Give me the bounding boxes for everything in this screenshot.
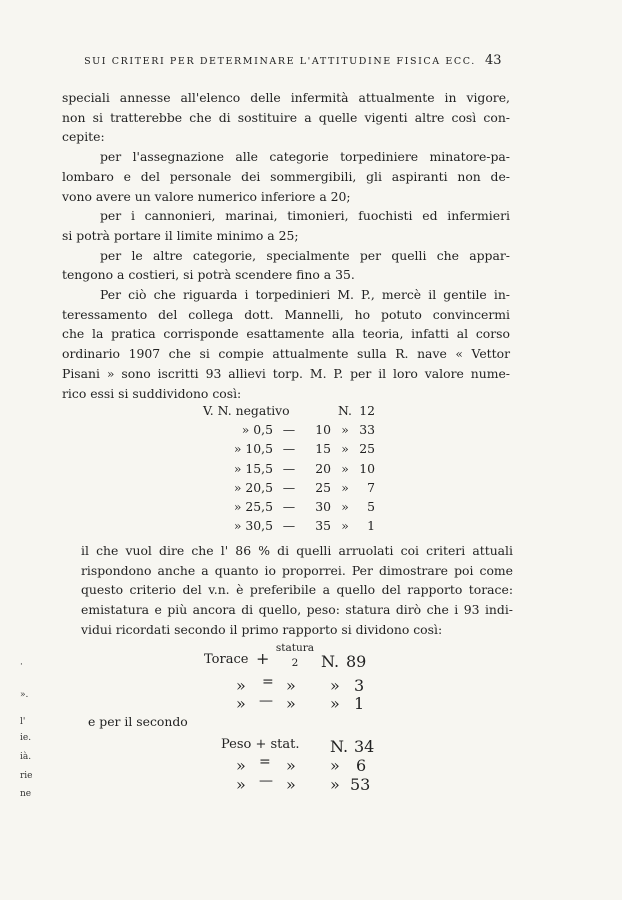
second-ratio-label: e per il secondo	[88, 714, 188, 729]
text-line: teressamento del collega dott. Mannelli, ho potuto convincermi	[62, 306, 510, 322]
text-line: cepite:	[62, 129, 105, 145]
vn-table	[203, 401, 375, 535]
ditto-mark: »	[286, 694, 296, 713]
text-line: Pisani » sono iscritti 93 allievi torp. M. P. per il loro valore nume-	[62, 365, 510, 381]
text-line: ordinario 1907 che si compie attualmente sulla R. nave « Vettor	[62, 346, 510, 362]
text-line: per le altre categorie, specialmente per quelli che appar-	[100, 247, 510, 263]
count-value: 6	[356, 756, 367, 775]
text-line: si potrà portare il limite minimo a 25;	[62, 227, 299, 243]
text-line: vidui ricordati secondo il primo rapporto si dividono così:	[81, 621, 443, 637]
count-value: 34	[354, 737, 375, 756]
ditto-mark: »	[236, 756, 246, 775]
text-line: emistatura e più ancora di quello, peso: statura dirò che i 93 indi-	[81, 602, 513, 618]
text-line: Per ciò che riguarda i torpedinieri M. P., mercè il gentile in-	[100, 287, 510, 303]
n-label: N.	[321, 652, 340, 671]
text-line: per l'assegnazione alle categorie torpediniere minatore-pa-	[100, 149, 510, 165]
text-line: per i cannonieri, marinai, timonieri, fuochisti ed infermieri	[100, 208, 510, 224]
fraction-denominator: 2	[291, 657, 299, 669]
torace-label: Torace	[204, 652, 249, 667]
text-line: questo criterio del v.n. è preferibile a quello del rapporto torace:	[81, 582, 513, 598]
text-line: rispondono anche a quanto io proporrei. Per dimostrare poi come	[81, 562, 513, 578]
ditto-mark: »	[236, 676, 246, 695]
table-row: V. N. negativo N. 12	[203, 403, 375, 418]
peso-label: Peso + stat.	[221, 737, 300, 752]
running-title: SUI CRITERI PER DETERMINARE L'ATTITUDINE FISICA ECC.	[84, 56, 476, 67]
ditto-mark: »	[286, 676, 296, 695]
text-line: che la pratica corrisponde esattamente alla teoria, infatti al corso	[62, 326, 510, 342]
margin-mark: ».	[20, 690, 29, 700]
count-value: 1	[354, 694, 365, 713]
margin-mark: ie.	[20, 733, 32, 743]
plus-sign: +	[256, 649, 270, 668]
count-value: 89	[346, 652, 367, 671]
table-row: » 30,5 — 35 » 1	[233, 518, 375, 534]
text-line: speciali annesse all'elenco delle infermità attualmente in vigore,	[62, 90, 510, 105]
table-row: » 20,5 — 25 » 7	[233, 479, 375, 495]
table-row: » 10,5 — 15 » 25	[233, 441, 375, 457]
text-line: lombaro e del personale dei sommergibili, gli aspiranti non de-	[62, 168, 510, 184]
table-row: » 15,5 — 20 » 10	[233, 460, 375, 476]
table-row: » 25,5 — 30 » 5	[233, 499, 375, 515]
operator: —	[259, 773, 273, 789]
text-line: vono avere un valore numerico inferiore a 20;	[62, 188, 351, 204]
fraction-numerator: statura	[275, 642, 315, 654]
operator: =	[259, 754, 271, 770]
margin-mark: ·	[20, 660, 23, 670]
text-line: non si tratterebbe che di sostituire a quelle vigenti altre così con-	[62, 109, 510, 125]
margin-mark: ne	[20, 789, 32, 799]
page-number: 43	[485, 53, 502, 68]
text-line: rico essi si suddividono così:	[62, 385, 242, 401]
count-value: 3	[354, 676, 365, 695]
ditto-mark: »	[330, 694, 340, 713]
ditto-mark: »	[286, 756, 296, 775]
count-value: 53	[350, 775, 371, 794]
ditto-mark: »	[330, 775, 340, 794]
operator: —	[259, 693, 273, 709]
main-text	[62, 88, 510, 403]
ditto-mark: »	[330, 676, 340, 695]
ditto-mark: »	[286, 775, 296, 794]
operator: =	[262, 674, 274, 690]
margin-mark: ià.	[20, 752, 32, 762]
second-paragraph	[81, 541, 513, 640]
ditto-mark: »	[236, 694, 246, 713]
ditto-mark: »	[236, 775, 246, 794]
ditto-mark: »	[330, 756, 340, 775]
margin-mark: l'	[20, 717, 26, 727]
n-label: N.	[330, 737, 349, 756]
table-row: » 0,5 — 10 » 33	[241, 422, 375, 438]
text-line: il che vuol dire che l' 86 % di quelli arruolati coi criteri attuali	[81, 543, 513, 558]
margin-mark: rie	[20, 771, 33, 781]
text-line: tengono a costieri, si potrà scendere fino a 35.	[62, 267, 355, 283]
